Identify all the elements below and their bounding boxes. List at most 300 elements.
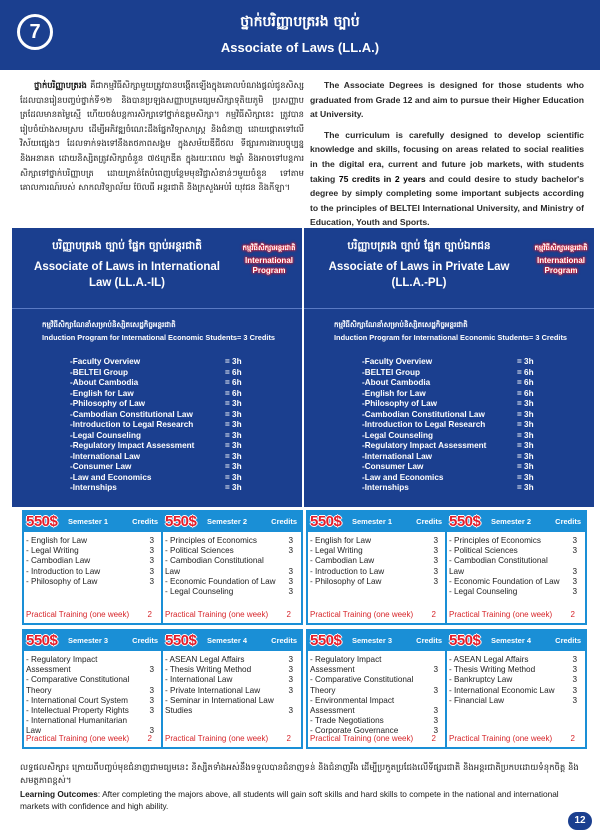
induction-item-hours: = 3h [517,472,534,482]
course-list [447,536,585,597]
induction-item-hours: = 3h [225,409,242,419]
international-program-badge [238,243,300,276]
induction-item [362,441,562,452]
course-name: - International Economic Law [449,685,555,695]
induction-item [362,368,562,379]
course-name: - International Court System [26,695,128,705]
course-item [308,536,446,546]
induction-item-hours: = 3h [225,430,242,440]
induction-item-hours: = 3h [225,451,242,461]
induction-item [362,452,562,463]
induction-item-hours: = 3h [517,441,534,450]
induction-item-hours: = 3h [517,399,534,408]
induction-item-name: -Consumer Law [70,462,132,471]
practical-training-credits: 2 [147,734,152,743]
course-item [308,577,446,587]
badge-kh: កម្មវិធីសិក្សាអន្តរជាតិ [242,244,296,252]
course-credits: 3 [149,706,154,716]
course-credits: 3 [572,665,577,675]
induction-title-en: Induction Program for International Economic Students= 3 Credits [42,333,276,342]
practical-training [165,734,297,743]
induction-item-hours: = 6h [517,378,534,387]
induction-item-hours: = 3h [517,430,534,440]
practical-training-credits: 2 [286,734,291,743]
semester-title: Semester 1 [352,517,393,526]
course-name: - Intellectual Property Rights [26,706,129,716]
intro-en-paragraph-2 [310,128,584,230]
intro-en-p2-c: and could desire to study bachelor's degree by simply completing some important subjects according to the principles of BELTEI International University, and Ministry of Education, Youth and Sports. [310,173,584,228]
semester-header [308,512,446,532]
induction-list [70,357,270,494]
course-credits: 3 [433,716,438,726]
induction-item-name: -Internships [362,483,409,492]
induction-item-hours: = 3h [517,483,534,492]
induction-item-name: -About Cambodia [362,378,431,387]
course-item [24,706,162,716]
intro-english [310,78,584,236]
credits-label: Credits [555,517,581,526]
semester-price: 550$ [165,632,197,649]
induction-item-hours: = 6h [225,388,242,398]
course-credits: 3 [288,706,293,716]
induction-item-hours: = 3h [225,357,242,366]
induction-item [362,473,562,484]
induction-item-hours: = 6h [225,367,242,377]
induction-item-hours: = 6h [517,388,534,398]
intro-en-p2-credits: 75 credits in 2 years [338,173,426,184]
course-name: - English for Law [310,536,371,545]
induction-item [70,389,270,400]
course-credits: 3 [288,685,293,695]
practical-training [26,734,158,743]
badge-en: International Program [244,256,293,275]
course-name: - International Humanitarian Law [26,716,128,736]
course-name: - Philosophy of Law [310,576,382,586]
course-name: - Cambodian Law [310,556,375,566]
practical-training-label: Practical Training (one week) [165,610,269,619]
semester-header [447,512,585,532]
course-name: - Political Sciences [165,546,234,556]
induction-item-name: -Law and Economics [362,472,444,482]
semester-price: 550$ [165,513,197,530]
course-item [308,716,446,726]
semester-header [447,631,585,651]
induction-item-name: -Internships [70,483,117,492]
course-list [447,655,585,706]
practical-training-label: Practical Training (one week) [449,734,553,743]
course-credits: 3 [572,655,577,664]
semester-header [24,631,162,651]
induction-item-hours: = 3h [225,441,242,450]
course-name: - Trade Negotiations [310,716,384,726]
induction-item [362,462,562,473]
induction-item-name: -Law and Economics [70,472,152,482]
semester-title: Semester 2 [207,517,248,526]
credits-label: Credits [271,517,297,526]
credits-label: Credits [132,517,158,526]
induction-item [362,399,562,410]
course-item [447,546,585,556]
course-item [447,536,585,546]
course-name: - Seminar in International Law Studies [165,695,274,716]
course-list [163,655,301,716]
induction-item-name: -English for Law [70,388,134,398]
course-credits: 3 [572,587,577,597]
course-name: - Comparative Constitutional Theory [26,675,130,695]
induction-item-name: -Regulatory Impact Assessment [70,441,195,450]
induction-item-hours: = 6h [225,378,242,387]
learning-outcomes-kh: លទ្ធផលសិក្សា៖ ក្រោយពីបញ្ចប់មុខជំនាញជាមធ្យមនេះ និស្សិតទាំងអស់នឹងទទួលបានជំនាញទន់ និងជំនាញរឹង ដើម្បីប្រកួតប្រជែងលើទីផ្សារជាតិ និងអន្តរជាតិប្រកបដោយទំនុកចិត្ត និងសមត្ថភាពខ្ពស់។ [20,763,579,786]
practical-training-credits: 2 [570,610,575,619]
intro-kh-lead: ថ្នាក់បរិញ្ញាបត្ររង [34,80,87,90]
program-title-kh: បរិញ្ញាបត្ររង ច្បាប់ ផ្នែក ច្បាប់ឯកជន [347,240,491,252]
badge-en: International Program [536,256,585,275]
course-item [308,567,446,577]
course-credits: 3 [572,685,577,695]
course-name: - Environmental Impact Assessment [310,695,395,716]
learning-outcomes-text: : After completing the majors above, all students will gain soft skills and hard skills to compete in the national and international markets with confidence and high ability. [20,789,559,811]
induction-item-name: -Introduction to Legal Research [70,420,194,429]
course-item [24,655,162,675]
course-name: - Legal Counseling [449,587,518,597]
induction-item-hours: = 6h [517,367,534,377]
induction-item-name: -Philosophy of Law [70,399,146,408]
course-item [308,556,446,566]
course-credits: 3 [433,546,438,556]
practical-training-label: Practical Training (one week) [165,734,269,743]
intro-kh-body: គឺជាកម្មវិធីសិក្សាមួយត្រូវបានបង្កើតឡើងក្នុងគោលបំណងផ្តល់ជូនសិស្សដែលបានរៀនបញ្ចប់ថ្នាក់ទី១២ និងបានប្រឡងសញ្ញាបត្រមធ្យមសិក្សាទុតិយភូមិ ប្រសញ្ញាបត្រដែលមានតម្លៃស្មើ ហើយចង់បន្តការសិក្សាទៅថ្នាក់ឧត្តមសិក្សា។ កម្មវិធីសិក្សានេះ ត្រូវបានរៀបចំយ៉ាងសមស្រប ដើម្បីអភិវឌ្ឍចំណេះដឹងផ្នែកវិទ្យាសាស្ត្រ និងជំនាញ ដោយផ្តោតទៅលើវិស័យផ្សេងៗ ដែលទាក់ទងទៅនឹងតថភាពសង្គម ក្នុងសម័យឌីជីថល ទីផ្សារការងារបច្ចុប្បន្ន និងអនាគត ដោយនិស្សិតត្រូវសិក្សាចំនួន ៧៥ក្រេឌីត ក្នុងរយៈពេល ២ឆ្នាំ និងអាចទៅបន្តការសិក្សាទៅថ្នាក់បរិញ្ញាបត្រ ដោយគ្រាន់តែបំពេញបន្ថែមមុខវិជ្ជាសំខាន់ៗមួយចំនួន ទៅតាមគោលការណ៍របស់ សាកលវិទ្យាល័យ ប៊ែលធី អន្តរជាតិ និងក្រសួងអប់រំ យុវជន និងកីឡា។ [20,80,304,193]
semester-title: Semester 4 [491,636,532,645]
induction-item-hours: = 3h [517,409,534,419]
semester-box-il-2 [161,510,303,625]
credits-label: Credits [271,636,297,645]
induction-item [70,357,270,368]
practical-training-credits: 2 [147,610,152,619]
induction-item-name: -English for Law [362,388,426,398]
semester-box-il-4 [161,629,303,749]
induction-item-hours: = 3h [225,420,242,429]
credits-label: Credits [416,636,442,645]
induction-item-hours: = 3h [517,420,534,429]
semester-box-pl-4 [445,629,587,749]
course-list [163,536,301,597]
induction-title-en: Induction Program for International Economic Students= 3 Credits [334,333,568,342]
course-credits: 3 [149,536,154,545]
semester-box-il-3 [22,629,164,749]
course-credits: 3 [572,675,577,685]
semester-price: 550$ [26,513,58,530]
induction-title-kh: កម្មវិធីសិក្សាណែនាំសម្រាប់និស្សិតសេដ្ឋកិច្ចអន្តរជាតិ [42,320,176,329]
course-name: - Cambodian Law [26,556,91,566]
course-credits: 3 [149,566,154,576]
course-credits: 3 [149,546,154,556]
course-item [447,655,585,665]
semester-header [163,512,301,532]
induction-item-hours: = 3h [225,483,242,492]
course-item [24,546,162,556]
course-name: - Thesis Writing Method [449,665,536,675]
practical-training-label: Practical Training (one week) [449,610,553,619]
semester-price: 550$ [449,513,481,530]
course-item [24,556,162,566]
semester-box-pl-1 [306,510,448,625]
induction-item-name: -International Law [362,451,433,461]
learning-outcomes-label: Learning Outcomes [20,789,98,799]
induction-item-name: -Legal Counseling [362,430,433,440]
induction-item [70,420,270,431]
course-credits: 3 [572,546,577,556]
international-program-badge [530,243,592,276]
induction-item-name: -About Cambodia [70,378,139,387]
course-credits: 3 [433,665,438,675]
program-panel-international-law [12,228,302,507]
course-name: - Regulatory Impact Assessment [310,655,382,675]
semester-price: 550$ [310,513,342,530]
induction-item [70,378,270,389]
course-name: - Corporate Governance [310,726,399,736]
course-item [308,546,446,556]
course-name: - Economic Foundation of Law [449,576,560,586]
course-credits: 3 [433,576,438,586]
course-name: - Private International Law [165,685,261,695]
course-name: - Economic Foundation of Law [165,576,276,586]
semester-price: 550$ [310,632,342,649]
semester-title: Semester 3 [352,636,393,645]
course-credits: 3 [149,665,154,675]
course-item [24,567,162,577]
course-credits: 3 [288,655,293,664]
induction-item [70,368,270,379]
induction-item-name: -Cambodian Constitutional Law [70,409,193,419]
course-name: - Legal Counseling [165,587,234,597]
induction-item [362,431,562,442]
course-credits: 3 [288,536,293,545]
course-item [308,696,446,716]
program-title-en: Associate of Laws in Private Law (LL.A.-PL) [328,261,510,289]
practical-training-label: Practical Training (one week) [310,734,414,743]
semester-box-pl-2 [445,510,587,625]
course-name: - Introduction to Law [26,566,101,576]
induction-item-name: -Faculty Overview [70,357,141,366]
intro-khmer [20,78,304,195]
induction-list [362,357,562,494]
course-name: - Introduction to Law [310,566,385,576]
page-title-kh: ថ្នាក់បរិញ្ញាបត្ររង ច្បាប់ [240,14,360,30]
course-list [24,655,162,737]
course-list [308,536,446,587]
course-credits: 3 [288,546,293,556]
intro-en-p2-a: The curriculum is carefully designed to develop scientific knowledge and skills, focusing on areas related to social realities in the digital era, current and future job markets, with students taking [310,129,584,184]
course-credits: 3 [433,566,438,576]
course-item [163,577,301,587]
course-item [447,665,585,675]
course-item [308,675,446,695]
induction-item [362,410,562,421]
semester-header [24,512,162,532]
practical-training-credits: 2 [286,610,291,619]
credits-label: Credits [416,517,442,526]
course-credits: 3 [572,536,577,545]
course-item [163,686,301,696]
induction-item [70,399,270,410]
course-name: - ASEAN Legal Affairs [449,655,529,664]
induction-item-hours: = 3h [517,451,534,461]
induction-item [362,483,562,494]
course-item [24,536,162,546]
semester-title: Semester 2 [491,517,532,526]
course-name: - Comparative Constitutional Theory [310,675,414,695]
course-credits: 3 [572,695,577,705]
practical-training [310,734,442,743]
course-credits: 3 [288,566,293,576]
induction-item-hours: = 3h [225,472,242,482]
course-item [163,675,301,685]
practical-training [449,734,581,743]
learning-outcomes-en [20,788,580,812]
course-item [163,696,301,716]
section-number-badge: 7 [17,14,53,50]
induction-item-name: -BELTEI Group [362,367,421,377]
course-name: - Bankruptcy Law [449,675,513,685]
induction-item-name: -Legal Counseling [70,430,141,440]
semester-title: Semester 4 [207,636,248,645]
course-credits: 3 [433,685,438,695]
induction-item-hours: = 3h [517,462,534,471]
course-item [447,696,585,706]
program-title-kh: បរិញ្ញាបត្ររង ច្បាប់ ផ្នែក ច្បាប់អន្តរជាតិ [52,240,202,252]
course-credits: 3 [149,695,154,705]
course-name: - ASEAN Legal Affairs [165,655,245,664]
induction-title-kh: កម្មវិធីសិក្សាណែនាំសម្រាប់និស្សិតសេដ្ឋកិច្ចអន្តរជាតិ [334,320,468,329]
panel-divider [12,308,302,309]
induction-item [70,410,270,421]
course-item [163,665,301,675]
semester-price: 550$ [26,632,58,649]
course-item [163,655,301,665]
course-name: - Thesis Writing Method [165,665,252,675]
course-item [24,675,162,695]
induction-item [70,441,270,452]
credits-label: Credits [132,636,158,645]
course-credits: 3 [433,536,438,545]
course-item [163,546,301,556]
course-credits: 3 [288,665,293,675]
course-credits: 3 [288,587,293,597]
course-item [163,556,301,576]
semester-header [163,631,301,651]
practical-training-label: Practical Training (one week) [26,610,130,619]
panel-divider [304,308,594,309]
course-name: - Regulatory Impact Assessment [26,655,98,675]
induction-item-hours: = 3h [517,357,534,366]
course-credits: 3 [433,706,438,716]
course-item [447,556,585,576]
course-name: - Political Sciences [449,546,518,556]
program-panel-private-law [304,228,594,507]
practical-training-credits: 2 [431,734,436,743]
induction-item-name: -Philosophy of Law [362,399,438,408]
course-credits: 3 [433,556,438,566]
induction-item-name: -Introduction to Legal Research [362,420,486,429]
course-name: - Financial Law [449,695,505,705]
course-credits: 3 [572,566,577,576]
induction-item [70,473,270,484]
course-name: - Legal Writing [310,546,363,556]
course-credits: 3 [149,726,154,736]
course-name: - Principles of Economics [449,536,541,545]
semester-box-pl-3 [306,629,448,749]
course-item [447,587,585,597]
course-item [24,696,162,706]
badge-kh: កម្មវិធីសិក្សាអន្តរជាតិ [534,244,588,252]
practical-training-credits: 2 [431,610,436,619]
program-title-en: Associate of Laws in International Law (LL.A.-IL) [34,261,220,289]
course-list [308,655,446,737]
course-item [163,536,301,546]
induction-item [362,389,562,400]
course-credits: 3 [288,675,293,685]
course-name: - Legal Writing [26,546,79,556]
induction-item [70,452,270,463]
induction-item [362,420,562,431]
course-name: - English for Law [26,536,87,545]
induction-item-name: -Regulatory Impact Assessment [362,441,487,450]
induction-item [70,462,270,473]
induction-item-name: -Cambodian Constitutional Law [362,409,485,419]
induction-item [70,431,270,442]
induction-item-hours: = 3h [225,462,242,471]
practical-training [26,610,158,619]
induction-item [362,378,562,389]
page-title-en: Associate of Laws (LL.A.) [220,40,380,55]
practical-training [310,610,442,619]
induction-item-name: -International Law [70,451,141,461]
course-credits: 3 [149,576,154,586]
course-name: - Principles of Economics [165,536,257,545]
induction-item [362,357,562,368]
course-name: - Philosophy of Law [26,576,98,586]
credits-label: Credits [555,636,581,645]
course-item [308,655,446,675]
course-credits: 3 [433,726,438,736]
course-credits: 3 [288,576,293,586]
induction-item-name: -Faculty Overview [362,357,433,366]
practical-training-label: Practical Training (one week) [26,734,130,743]
course-item [447,577,585,587]
semester-title: Semester 3 [68,636,109,645]
page-header [0,0,600,70]
page-number: 12 [568,812,592,830]
course-list [24,536,162,587]
course-name: - Cambodian Constitutional Law [165,556,264,576]
induction-item-name: -Consumer Law [362,462,424,471]
course-credits: 3 [572,576,577,586]
induction-item [70,483,270,494]
semester-box-il-1 [22,510,164,625]
practical-training-label: Practical Training (one week) [310,610,414,619]
course-credits: 3 [149,556,154,566]
semester-price: 550$ [449,632,481,649]
course-credits: 3 [149,685,154,695]
intro-en-paragraph-1: The Associate Degrees is designed for those students who graduated from Grade 12 and aim to pursue their Higher Education at University. [310,80,584,120]
course-item [24,577,162,587]
practical-training [165,610,297,619]
semester-header [308,631,446,651]
course-name: - Cambodian Constitutional Law [449,556,548,576]
practical-training-credits: 2 [570,734,575,743]
course-item [447,686,585,696]
induction-item-name: -BELTEI Group [70,367,129,377]
